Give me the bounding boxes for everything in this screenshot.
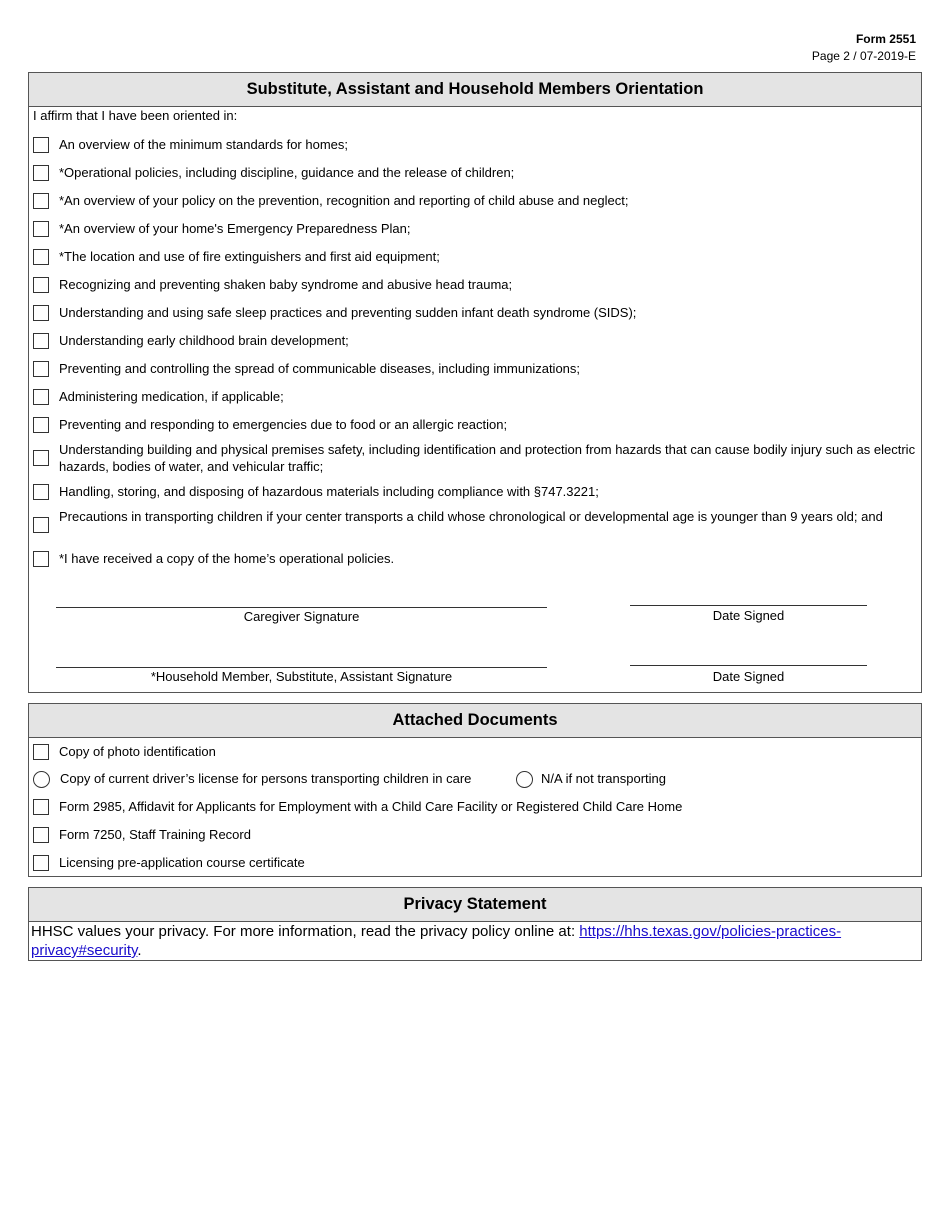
attached-item-label: Copy of photo identification — [59, 744, 216, 759]
caregiver-signature-line[interactable] — [56, 607, 547, 608]
orientation-title: Substitute, Assistant and Household Members Orientation — [29, 73, 921, 107]
checkbox[interactable] — [33, 855, 49, 871]
checkbox[interactable] — [33, 389, 49, 405]
orientation-item — [33, 248, 917, 266]
privacy-title: Privacy Statement — [29, 888, 921, 922]
checkbox[interactable] — [33, 361, 49, 377]
checkbox[interactable] — [33, 517, 49, 533]
privacy-body: HHSC values your privacy. For more information, read the privacy policy online at: — [31, 923, 580, 940]
page-version: Page 2 / 07-2019-E — [811, 49, 916, 63]
orientation-item-label: *I have received a copy of the home’s operational policies. — [59, 551, 395, 566]
checkbox[interactable] — [33, 827, 49, 843]
orientation-item — [33, 508, 917, 542]
attached-item-label: Form 7250, Staff Training Record — [59, 827, 251, 842]
form-header — [812, 31, 916, 65]
orientation-item — [33, 441, 917, 475]
orientation-item-label: Understanding building and physical premises safety, including identification and protection from hazards that can cause bodily injury such as electric hazards, bodies of water, and vehicular traffic; — [59, 442, 916, 474]
orientation-item-label: Administering medication, if applicable; — [59, 389, 284, 404]
na-radio[interactable] — [516, 771, 533, 788]
orientation-item-label: Recognizing and preventing shaken baby syndrome and abusive head trauma; — [59, 277, 513, 292]
orientation-item — [33, 304, 917, 322]
orientation-item — [33, 416, 917, 434]
privacy-link[interactable]: https://hhs.texas.gov/policies-practices-privacy#security — [31, 923, 842, 959]
checkbox[interactable] — [33, 744, 49, 760]
license-option-label: Copy of current driver’s license for persons transporting children in care — [60, 771, 472, 786]
na-option-label: N/A if not transporting — [541, 771, 667, 786]
household-signature-label: *Household Member, Substitute, Assistant Signature — [150, 669, 453, 684]
orientation-item-label: *An overview of your policy on the prevention, recognition and reporting of child abuse and neglect; — [59, 193, 629, 208]
orientation-item — [33, 164, 917, 182]
checkbox[interactable] — [33, 799, 49, 815]
caregiver-signature-label: Caregiver Signature — [243, 609, 360, 624]
orientation-item — [33, 550, 917, 568]
orientation-item-label: Understanding early childhood brain development; — [59, 333, 349, 348]
attached-item-label: Form 2985, Affidavit for Applicants for Employment with a Child Care Facility or Registered Child Care Home — [59, 799, 683, 814]
orientation-intro: I affirm that I have been oriented in: — [33, 108, 238, 123]
checkbox[interactable] — [33, 165, 49, 181]
orientation-item — [33, 192, 917, 210]
date-signed-line[interactable] — [630, 665, 867, 666]
checkbox[interactable] — [33, 333, 49, 349]
date-signed-line[interactable] — [630, 605, 867, 606]
orientation-item — [33, 220, 917, 238]
checkbox[interactable] — [33, 551, 49, 567]
checkbox[interactable] — [33, 484, 49, 500]
checkbox[interactable] — [33, 277, 49, 293]
license-radio[interactable] — [33, 771, 50, 788]
orientation-item-label: An overview of the minimum standards for homes; — [59, 137, 349, 152]
checkbox[interactable] — [33, 417, 49, 433]
checkbox[interactable] — [33, 137, 49, 153]
orientation-section — [28, 72, 922, 693]
orientation-item-label: Preventing and responding to emergencies due to food or an allergic reaction; — [59, 417, 508, 432]
attached-documents-title: Attached Documents — [29, 704, 921, 738]
privacy-text — [31, 922, 915, 960]
date-signed-label: Date Signed — [712, 608, 785, 623]
attached-item — [33, 826, 917, 844]
date-signed-label: Date Signed — [712, 669, 785, 684]
household-signature-line[interactable] — [56, 667, 547, 668]
orientation-item — [33, 276, 917, 294]
attached-item-radio-row — [33, 770, 917, 788]
attached-item — [33, 854, 917, 872]
form-number: Form 2551 — [855, 32, 916, 46]
attached-item-label: Licensing pre-application course certificate — [59, 855, 305, 870]
orientation-item-label: Preventing and controlling the spread of communicable diseases, including immunizations; — [59, 361, 581, 376]
attached-documents-section — [28, 703, 922, 877]
checkbox[interactable] — [33, 221, 49, 237]
orientation-item — [33, 360, 917, 378]
attached-item — [33, 743, 917, 761]
orientation-item — [33, 388, 917, 406]
privacy-end: . — [137, 942, 142, 959]
attached-item — [33, 798, 917, 816]
orientation-item — [33, 136, 917, 154]
checkbox[interactable] — [33, 249, 49, 265]
orientation-item-label: *An overview of your home's Emergency Preparedness Plan; — [59, 221, 411, 236]
checkbox[interactable] — [33, 305, 49, 321]
checkbox[interactable] — [33, 450, 49, 466]
orientation-item — [33, 332, 917, 350]
privacy-section — [28, 887, 922, 961]
orientation-item-label: *The location and use of fire extinguishers and first aid equipment; — [59, 249, 440, 264]
checkbox[interactable] — [33, 193, 49, 209]
orientation-item — [33, 483, 917, 501]
orientation-item-label: *Operational policies, including discipline, guidance and the release of children; — [59, 165, 515, 180]
orientation-item-label: Handling, storing, and disposing of hazardous materials including compliance with §747.3221; — [59, 484, 599, 499]
orientation-item-label: Precautions in transporting children if your center transports a child whose chronological or developmental age is younger than 9 years old; and — [59, 509, 883, 524]
orientation-item-label: Understanding and using safe sleep practices and preventing sudden infant death syndrome (SIDS); — [59, 305, 637, 320]
